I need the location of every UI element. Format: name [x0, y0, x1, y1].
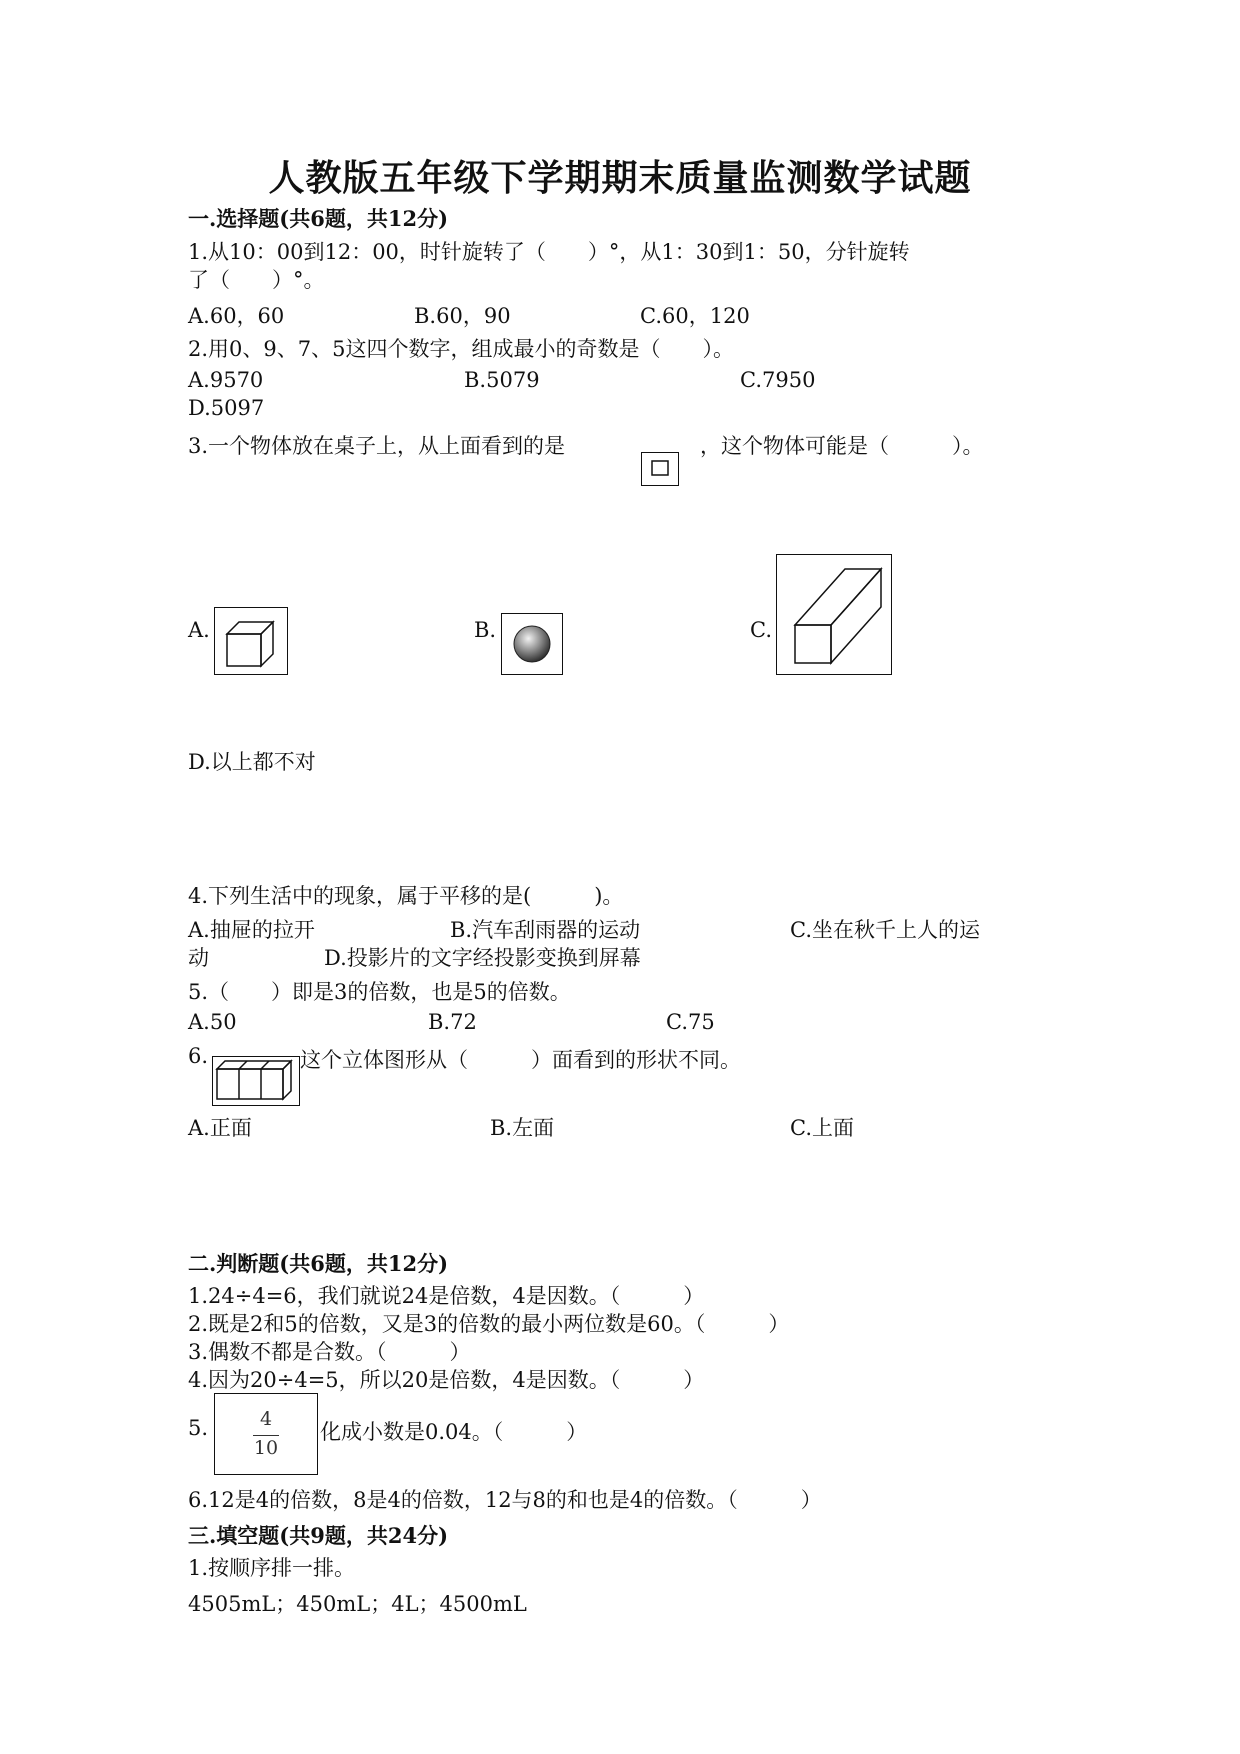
q1-5-option-a: A.50	[188, 1010, 237, 1034]
q1-1-line2: 了（ ）°。	[188, 268, 325, 292]
q2-2: 2.既是2和5的倍数，又是3的倍数的最小两位数是60。（ ）	[188, 1312, 790, 1336]
sphere-figure	[501, 613, 563, 675]
q1-1-option-b: B.60，90	[414, 304, 511, 328]
q1-3-stem-after: ，这个物体可能是（ ）。	[700, 434, 984, 458]
q1-1-option-c: C.60，120	[640, 304, 750, 328]
section-2-heading: 二.判断题(共6题，共12分)	[188, 1251, 449, 1276]
page-title: 人教版五年级下学期期末质量监测数学试题	[268, 157, 972, 199]
q1-1-option-a: A.60，60	[188, 304, 285, 328]
q1-2-option-d: D.5097	[188, 396, 265, 420]
q2-5-number: 5.	[188, 1416, 209, 1440]
fraction-denominator: 10	[253, 1437, 279, 1459]
cube-figure	[214, 607, 288, 675]
q1-6-option-c: C.上面	[790, 1116, 854, 1140]
q1-2-stem: 2.用0、9、7、5这四个数字，组成最小的奇数是（ ）。	[188, 337, 734, 361]
q1-5-option-c: C.75	[666, 1010, 715, 1034]
q1-2-option-a: A.9570	[188, 368, 264, 392]
q1-4-option-b: B.汽车刮雨器的运动	[450, 918, 641, 942]
q1-6-number: 6.	[188, 1044, 209, 1068]
q1-4-option-c: C.坐在秋千上人的运	[790, 918, 980, 942]
section-1-heading: 一.选择题(共6题，共12分)	[188, 206, 449, 231]
top-view-figure	[641, 452, 679, 486]
q2-1: 1.24÷4=6，我们就说24是倍数，4是因数。（ ）	[188, 1284, 705, 1308]
fraction-numerator: 4	[259, 1408, 273, 1430]
q1-3-option-d: D.以上都不对	[188, 750, 316, 774]
q1-3-option-b-label: B.	[474, 618, 497, 642]
fraction-figure	[214, 1393, 318, 1475]
section-3-heading: 三.填空题(共9题，共24分)	[188, 1523, 449, 1548]
q2-6: 6.12是4的倍数，8是4的倍数，12与8的和也是4的倍数。（ ）	[188, 1488, 822, 1512]
q1-6-option-b: B.左面	[490, 1116, 555, 1140]
q1-5-stem: 5.（ ）即是3的倍数，也是5的倍数。	[188, 980, 571, 1004]
q1-4-option-c-cont: 动	[188, 946, 209, 970]
q2-3: 3.偶数不都是合数。（ ）	[188, 1340, 471, 1364]
q1-6-option-a: A.正面	[188, 1116, 252, 1140]
q1-3-stem-before: 3.一个物体放在桌子上，从上面看到的是	[188, 434, 566, 458]
q1-4-option-d: D.投影片的文字经投影变换到屏幕	[324, 946, 641, 970]
q1-5-option-b: B.72	[428, 1010, 477, 1034]
q1-4-option-a: A.抽屉的拉开	[188, 918, 315, 942]
fraction-bar	[253, 1435, 279, 1436]
q3-1-stem: 1.按顺序排一排。	[188, 1556, 356, 1580]
q3-1-values: 4505mL；450mL；4L；4500mL	[188, 1592, 527, 1616]
q1-4-stem: 4.下列生活中的现象，属于平移的是( )。	[188, 884, 624, 908]
q1-6-stem: 这个立体图形从（ ）面看到的形状不同。	[300, 1048, 741, 1072]
q1-3-option-c-label: C.	[750, 618, 772, 642]
q1-1-line1: 1.从10：00到12：00，时针旋转了（ ）°，从1：30到1：50，分针旋转	[188, 240, 910, 264]
q1-2-option-b: B.5079	[464, 368, 540, 392]
rectangular-prism-figure	[776, 554, 892, 675]
three-cubes-figure	[212, 1056, 300, 1106]
q1-3-option-a-label: A.	[188, 618, 210, 642]
q2-5-text: 化成小数是0.04。（ ）	[320, 1420, 588, 1444]
q2-4: 4.因为20÷4=5，所以20是倍数，4是因数。（ ）	[188, 1368, 705, 1392]
q1-2-option-c: C.7950	[740, 368, 816, 392]
